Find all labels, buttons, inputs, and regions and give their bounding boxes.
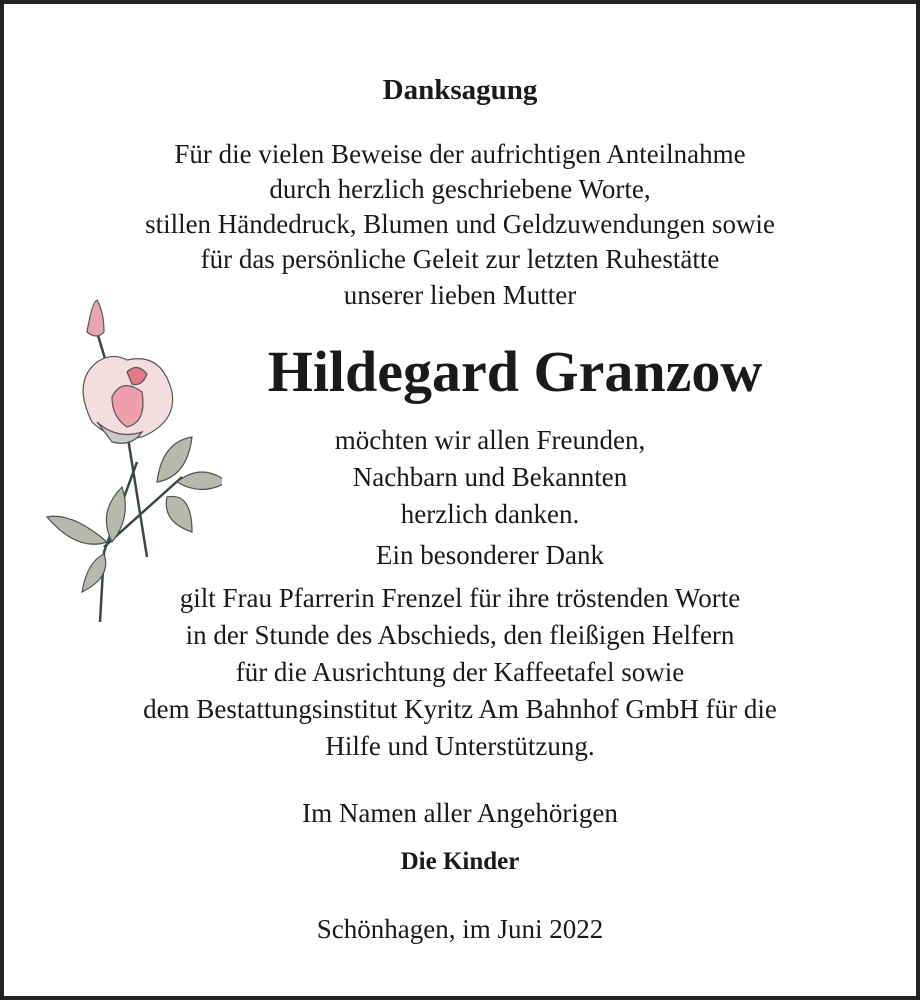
thanks-line: herzlich danken.: [400, 499, 580, 529]
special-line: Hilfe und Unterstützung.: [325, 731, 595, 761]
special-line: gilt Frau Pfarrerin Frenzel für ihre tröstenden Worte: [179, 583, 741, 613]
intro-line: stillen Händedruck, Blumen und Geldzuwendungen sowie: [145, 209, 775, 239]
special-line: dem Bestattungsinstitut Kyritz Am Bahnhof GmbH für die: [143, 694, 777, 724]
place-date: Schönhagen, im Juni 2022: [316, 914, 604, 944]
special-line: in der Stunde des Abschieds, den fleißigen Helfern: [185, 620, 735, 650]
closing-line: Im Namen aller Angehörigen: [302, 798, 618, 828]
intro-line: durch herzlich geschriebene Worte,: [269, 174, 651, 204]
special-line: Ein besonderer Dank: [376, 540, 604, 570]
intro-line: für das persönliche Geleit zur letzten Ruhestätte: [200, 244, 720, 274]
thanks-line: Nachbarn und Bekannten: [352, 462, 628, 492]
intro-line: Für die vielen Beweise der aufrichtigen Anteilnahme: [174, 139, 746, 169]
thanks-line: möchten wir allen Freunden,: [334, 425, 646, 455]
notice-title: Danksagung: [382, 74, 538, 106]
signature: Die Kinder: [400, 848, 520, 875]
special-line: für die Ausrichtung der Kaffeetafel sowie: [235, 657, 685, 687]
intro-line: unserer lieben Mutter: [343, 280, 577, 310]
deceased-name: Hildegard Granzow: [267, 339, 763, 404]
